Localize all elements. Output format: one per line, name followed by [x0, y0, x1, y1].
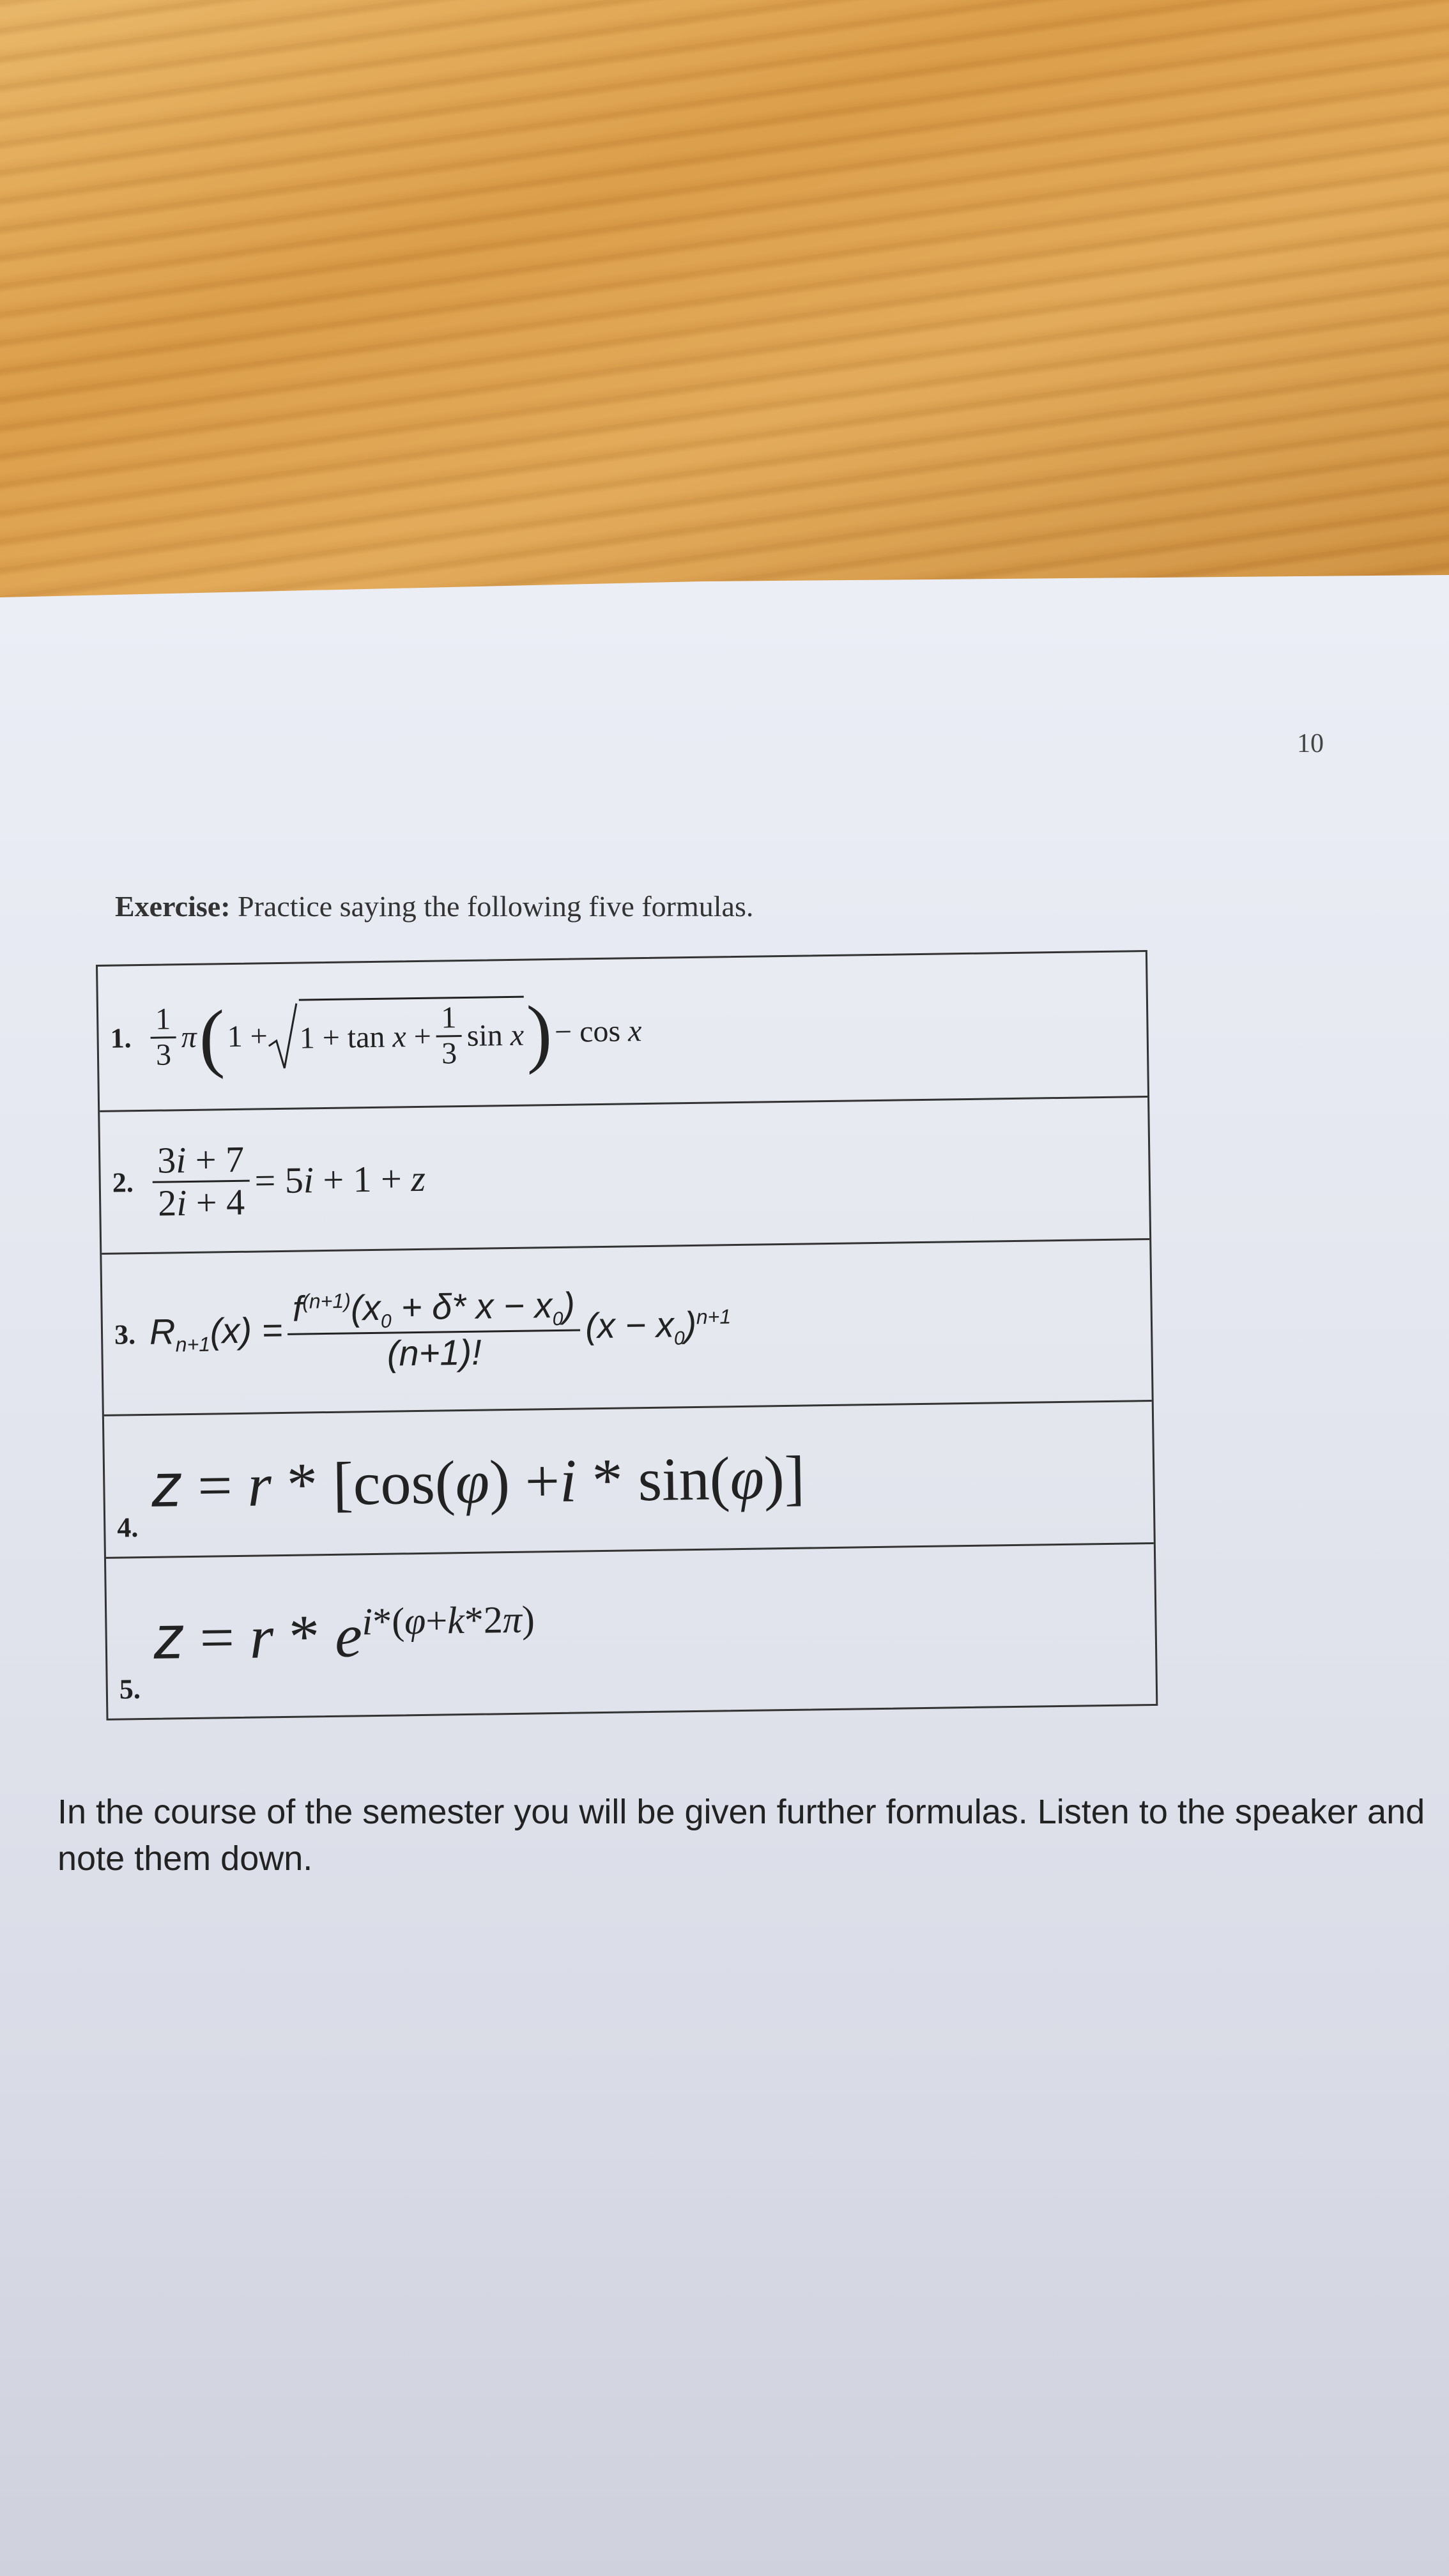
exercise-text: Practice saying the following five formulas. — [230, 890, 754, 923]
formula-row-5 — [106, 1544, 1156, 1719]
formula-row-3 — [102, 1240, 1151, 1416]
formula-row-2 — [100, 1098, 1149, 1255]
exercise-label: Exercise: — [115, 890, 231, 923]
formula-number: 1. — [110, 1022, 132, 1054]
wooden-table-background — [0, 0, 1449, 639]
formula-1: $\frac{1}{3}$ π ( 1 + 1 + tan x + $\frac{1}{3}$ sin x ) − cos x — [145, 987, 643, 1082]
formula-table — [96, 950, 1158, 1721]
sqrt-symbol — [267, 1000, 300, 1071]
formula-number: 4. — [116, 1512, 139, 1544]
page-number: 10 — [1297, 729, 1324, 758]
formula-2: $\frac{3i + 7}{2i + 4}$ = 5i + 1 + z — [147, 1137, 426, 1224]
formula-5: z = r * e i*(φ+k*2π) — [153, 1598, 535, 1672]
closing-instruction: In the course of the semester you will be given further formulas. Listen to the speaker and note them down. — [57, 1793, 1425, 1878]
formula-row-1 — [98, 952, 1147, 1112]
formula-row-4 — [104, 1402, 1154, 1559]
exercise-instruction — [115, 889, 753, 923]
formula-number: 2. — [112, 1166, 134, 1199]
formula-number: 3. — [114, 1318, 136, 1351]
formula-4: z = r * [cos( φ ) + i * sin( φ )] — [151, 1443, 806, 1520]
formula-3: $R_{n+1}(x)$ = $\frac{f^{(n+1)}(x_0 + \delta* x - x_0)}{(n+1)!}$ $(x - x_0)^{n+1}$ — [149, 1284, 732, 1374]
formula-number: 5. — [119, 1673, 141, 1705]
